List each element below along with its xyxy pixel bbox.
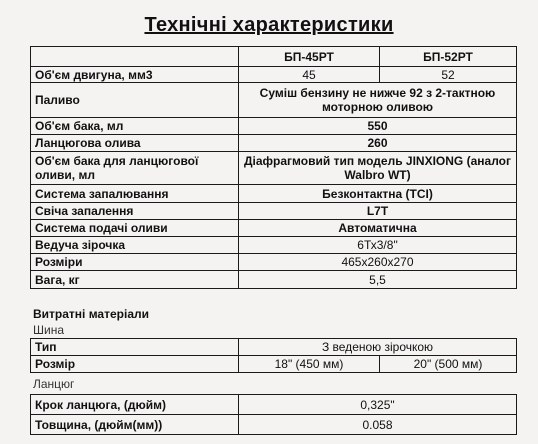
table-row xyxy=(31,237,517,254)
row-value-18: 18" (450 мм) xyxy=(239,356,380,373)
row-value: 0,325" xyxy=(239,395,517,415)
row-value: Діафрагмовий тип модель JINXIONG (аналог Walbro WT) xyxy=(239,152,517,185)
row-label: Об'єм двигуна, мм3 xyxy=(31,67,239,83)
row-label: Об'єм бака для ланцюгової оливи, мл xyxy=(31,152,239,185)
table-row xyxy=(31,67,517,83)
specs-table xyxy=(30,46,517,289)
row-value-45: 45 xyxy=(239,67,380,83)
table-row xyxy=(31,254,517,271)
table-row xyxy=(31,185,517,203)
row-label: Система запалювання xyxy=(31,185,239,203)
row-value-20: 20" (500 мм) xyxy=(380,356,517,373)
chain-table xyxy=(30,394,517,435)
row-label: Свіча запалення xyxy=(31,203,239,220)
row-label: Тип xyxy=(31,339,239,356)
table-row xyxy=(31,118,517,135)
row-label: Ланцюгова олива xyxy=(31,135,239,152)
row-label: Розміри xyxy=(31,254,239,271)
row-value: 260 xyxy=(239,135,517,152)
table-row xyxy=(31,135,517,152)
row-value: Автоматична xyxy=(239,220,517,237)
row-value: Суміш бензину не нижче 92 з 2-тактною моторною оливою xyxy=(239,83,517,118)
table-row xyxy=(31,415,517,435)
header-model-52: БП-52РТ xyxy=(380,47,517,67)
header-empty-cell xyxy=(31,47,239,67)
row-value: 0.058 xyxy=(239,415,517,435)
row-value: Безконтактна (TCI) xyxy=(239,185,517,203)
row-label: Об'єм бака, мл xyxy=(31,118,239,135)
row-value: L7T xyxy=(239,203,517,220)
row-label: Крок ланцюга, (дюйм) xyxy=(31,395,239,415)
table-row xyxy=(31,356,517,373)
bar-table xyxy=(30,338,517,373)
row-value: З веденою зірочкою xyxy=(239,339,517,356)
row-value: 465х260х270 xyxy=(239,254,517,271)
table-row xyxy=(31,83,517,118)
bar-section-heading: Шина xyxy=(33,323,65,337)
row-label: Ведуча зірочка xyxy=(31,237,239,254)
row-label: Розмір xyxy=(31,356,239,373)
row-label: Система подачі оливи xyxy=(31,220,239,237)
table-row xyxy=(31,339,517,356)
consumables-heading: Витратні матеріали xyxy=(33,307,149,321)
table-header-row xyxy=(31,47,517,67)
row-value: 550 xyxy=(239,118,517,135)
row-label: Товщина, (дюйм(мм)) xyxy=(31,415,239,435)
table-row xyxy=(31,152,517,185)
table-row xyxy=(31,271,517,289)
row-label: Паливо xyxy=(31,83,239,118)
chain-section-heading: Ланцюг xyxy=(33,377,75,391)
row-value: 5,5 xyxy=(239,271,517,289)
header-model-45: БП-45РТ xyxy=(239,47,380,67)
table-row xyxy=(31,220,517,237)
document-title: Технічні характеристики xyxy=(144,14,394,36)
table-row xyxy=(31,395,517,415)
row-value: 6Тх3/8" xyxy=(239,237,517,254)
row-label: Вага, кг xyxy=(31,271,239,289)
table-row xyxy=(31,203,517,220)
row-value-52: 52 xyxy=(380,67,517,83)
